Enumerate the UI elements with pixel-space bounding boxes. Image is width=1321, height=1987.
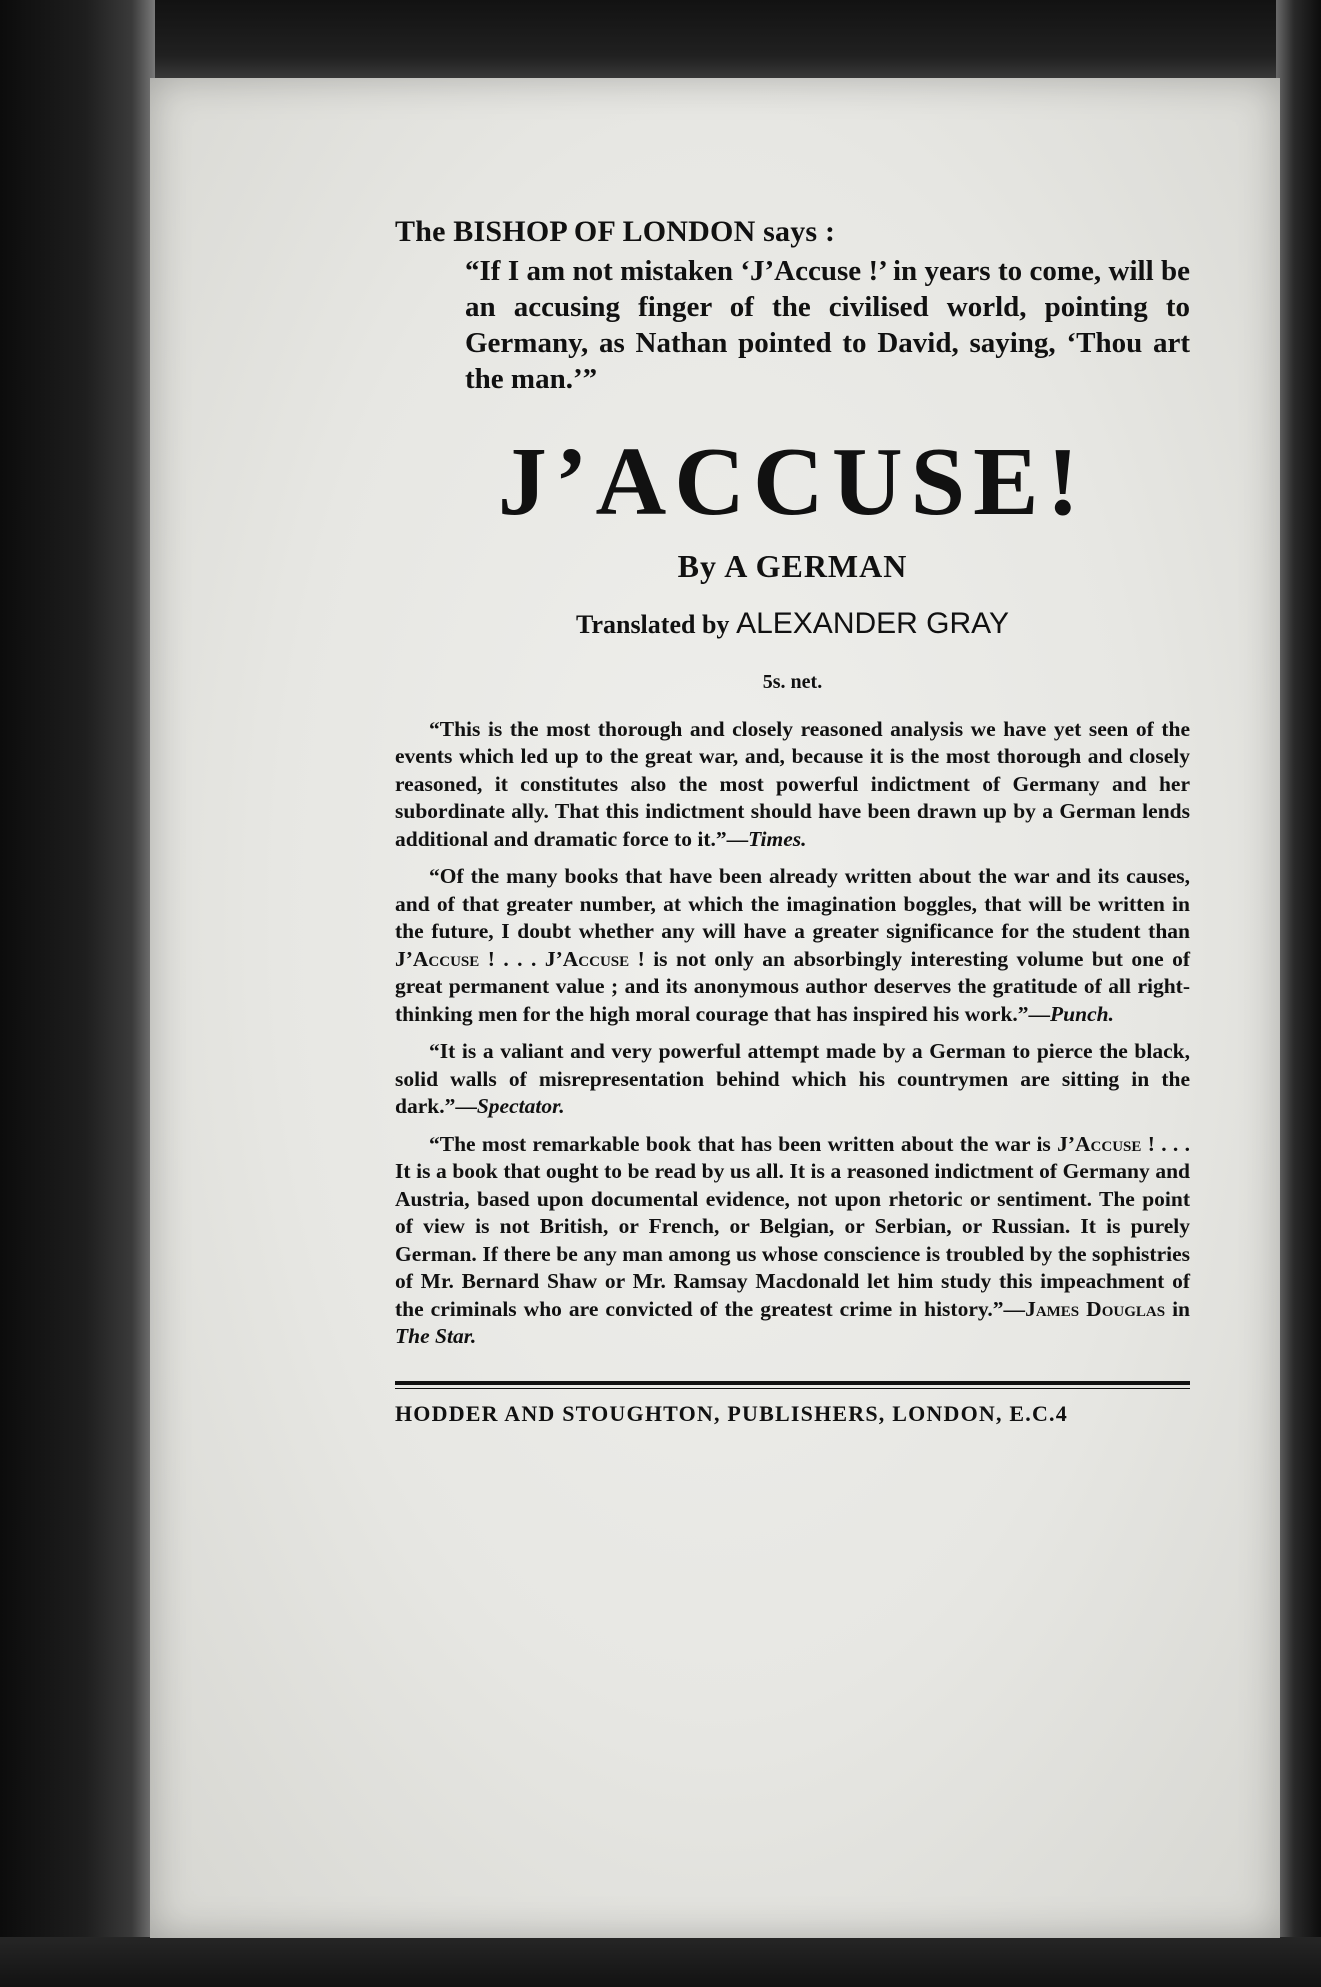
review-text: ! . . . It is a book that ought to be read by us all. It is a reasoned indictment of Germany and Austria, based upon documental evidence, not upon rhetoric or sentiment. The point of view is not British, or French, or Belgian, or Serbian, or Russian. It is purely German. If there be any man among us whose conscience is troubled by the sophistries of Mr. Bernard Shaw or Mr. Ramsay Macdonald let him study this impeachment of the criminals who are convicted of the greatest crime in history.”—: [395, 1131, 1190, 1321]
book-price: 5s. net.: [762, 670, 823, 693]
review-text: “It is a valiant and very powerful attempt made by a German to pierce the black, solid walls of misrepresentation behind which his countrymen are sitting in the dark.”—: [395, 1039, 1190, 1119]
review-text: “This is the most thorough and closely reasoned analysis we have yet seen of the events which led up to the great war, and, because it is the most thorough and closely reasoned, it constitutes also the most powerful indictment of Germany and her subordinate ally. That this indictment should have been drawn up by a German lends additional and dramatic force to it.”—: [395, 716, 1190, 851]
translator-name: ALEXANDER GRAY: [736, 606, 1009, 640]
review-text: “Of the many books that have been already written about the war and its causes, and of that greater number, at which the imagination boggles, that will be written in the future, I doubt whether any will have a greater significance for the student than: [395, 864, 1190, 944]
publisher-imprint: HODDER AND STOUGHTON, PUBLISHERS, LONDON, E.C.4: [395, 1400, 1068, 1426]
review-source: Spectator.: [476, 1094, 565, 1119]
title-reference: J’Accuse: [395, 946, 480, 971]
scan-border-right: [1276, 0, 1321, 1987]
review-text: “The most remarkable book that has been written about the war is: [429, 1131, 1058, 1156]
review-star: [395, 1131, 1190, 1351]
title-reference: J’Accuse: [544, 946, 630, 971]
review-times: [395, 716, 1190, 854]
review-source: Times.: [748, 826, 807, 851]
review-source: Punch.: [1050, 1001, 1114, 1026]
review-source: The Star.: [395, 1324, 477, 1349]
divider-rule-thin: [395, 1388, 1190, 1389]
review-byline: James Douglas: [1025, 1296, 1166, 1321]
translator-line: [395, 607, 1190, 641]
book-title: J’ACCUSE!: [497, 428, 1088, 536]
review-punch: [395, 863, 1190, 1028]
title-reference: J’Accuse: [1057, 1131, 1142, 1156]
divider-rule: [395, 1381, 1190, 1385]
book-author: By A GERMAN: [677, 547, 908, 584]
scan-border-left: [0, 0, 155, 1987]
bishop-quote: “If I am not mistaken ‘J’Accuse !’ in years to come, will be an accusing finger of the civilised world, pointing to Germany, as Nathan pointed to David, saying, ‘Thou art the man.’”: [465, 255, 1190, 395]
scan-border-bottom: [0, 1937, 1321, 1987]
review-text: ! is not only an absorbingly interesting volume but one of great permanent value ; and its anonymous author deserves the gratitude of all right-thinking men for the high moral courage that has inspired his work.”—: [395, 946, 1190, 1026]
review-text: ! . . .: [479, 946, 545, 971]
endorsement-intro: The BISHOP OF LONDON says :: [395, 215, 836, 248]
advertisement-page: [395, 215, 1190, 1427]
publisher-block: [395, 1381, 1190, 1427]
review-text: in: [1165, 1296, 1190, 1321]
scan-border-top: [0, 0, 1321, 80]
translator-label: Translated by: [576, 609, 730, 639]
review-spectator: [395, 1038, 1190, 1121]
